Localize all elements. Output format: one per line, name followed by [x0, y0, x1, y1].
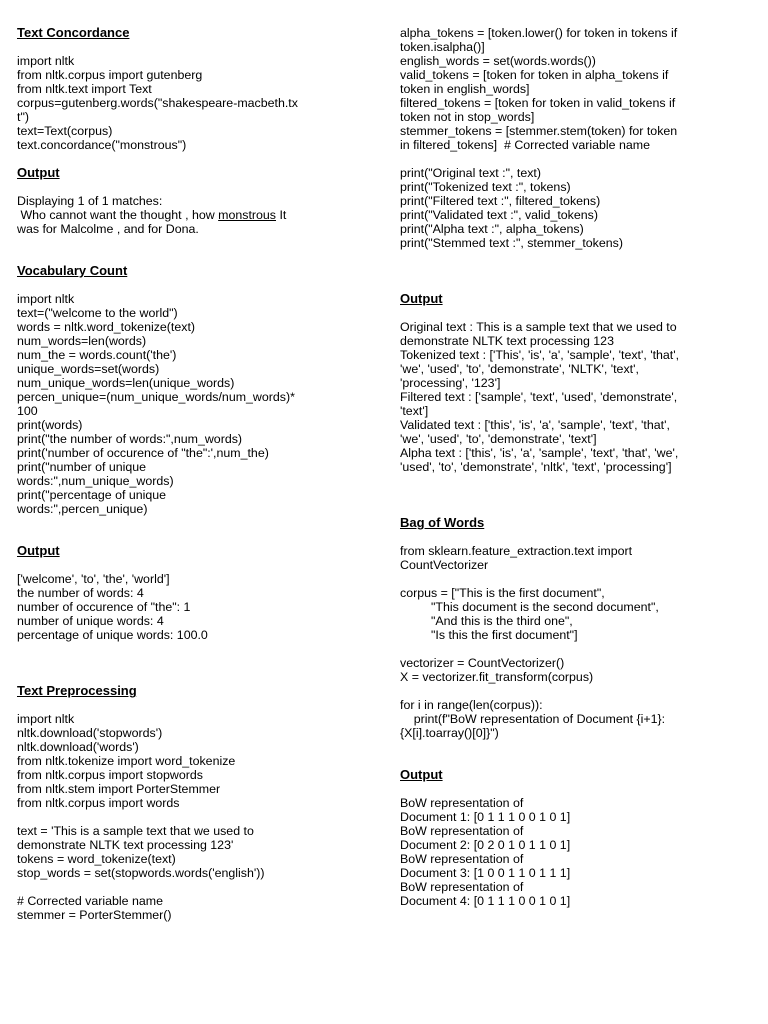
text-line: stop_words = set(stopwords.words('english')) — [17, 866, 265, 880]
text-line: Document 3: [1 0 0 1 1 0 1 1 1] — [400, 866, 571, 880]
text-line: CountVectorizer — [400, 558, 489, 572]
text-line: nltk.download('words') — [17, 740, 139, 754]
text-line: filtered_tokens = [token for token in valid_tokens if — [400, 96, 676, 110]
blank-line — [17, 880, 367, 894]
blank-line — [400, 754, 750, 768]
text-line: import nltk — [17, 292, 75, 306]
section-heading: Output — [17, 543, 60, 558]
text-line: token not in stop_words] — [400, 110, 535, 124]
text-line: num_unique_words=len(unique_words) — [17, 376, 235, 390]
text-line: demonstrate NLTK text processing 123 — [400, 334, 614, 348]
text-line: text.concordance("monstrous") — [17, 138, 187, 152]
text-line: print("Filtered text :", filtered_tokens) — [400, 194, 601, 208]
left-column — [17, 26, 367, 922]
blank-line — [400, 488, 750, 502]
blank-line — [400, 264, 750, 278]
text-line: valid_tokens = [token for token in alpha_tokens if — [400, 68, 669, 82]
text-line: from nltk.corpus import gutenberg — [17, 68, 203, 82]
text-line: Original text : This is a sample text that we used to — [400, 320, 677, 334]
text-line: from nltk.corpus import stopwords — [17, 768, 203, 782]
text-line: Document 2: [0 2 0 1 0 1 1 0 1] — [400, 838, 571, 852]
text-line: for i in range(len(corpus)): — [400, 698, 543, 712]
text-span: Who cannot want the thought , how — [17, 208, 219, 222]
blank-line — [400, 278, 750, 292]
text-line: unique_words=set(words) — [17, 362, 160, 376]
blank-line — [400, 684, 750, 698]
section-heading: Vocabulary Count — [17, 263, 128, 278]
text-line: # Corrected variable name — [17, 894, 164, 908]
text-line: words = nltk.word_tokenize(text) — [17, 320, 196, 334]
text-line: Filtered text : ['sample', 'text', 'used', 'demonstrate', — [400, 390, 678, 404]
text-line: Document 4: [0 1 1 1 0 0 1 0 1] — [400, 894, 571, 908]
text-line: from nltk.stem import PorterStemmer — [17, 782, 221, 796]
text-line: {X[i].toarray()[0]}") — [400, 726, 499, 740]
text-line: print("Tokenized text :", tokens) — [400, 180, 571, 194]
blank-line — [17, 40, 367, 54]
text-line: nltk.download('stopwords') — [17, 726, 163, 740]
blank-line — [400, 530, 750, 544]
text-line: english_words = set(words.words()) — [400, 54, 596, 68]
text-line: Tokenized text : ['This', 'is', 'a', 'sample', 'text', 'that', — [400, 348, 680, 362]
text-line: words:",percen_unique) — [17, 502, 148, 516]
text-line: stemmer_tokens = [stemmer.stem(token) for token — [400, 124, 678, 138]
blank-line — [17, 642, 367, 656]
text-line: 100 — [17, 404, 38, 418]
blank-line — [400, 152, 750, 166]
text-line: 'processing', '123'] — [400, 376, 501, 390]
text-line: in filtered_tokens] # Corrected variable name — [400, 138, 651, 152]
text-line: t") — [17, 110, 29, 124]
blank-line — [17, 530, 367, 544]
text-line: print(words) — [17, 418, 83, 432]
blank-line — [400, 502, 750, 516]
text-line: print('number of occurence of "the":',num_the) — [17, 446, 269, 460]
text-line: text=("welcome to the world") — [17, 306, 178, 320]
text-line: Document 1: [0 1 1 1 0 0 1 0 1] — [400, 810, 571, 824]
text-line: import nltk — [17, 712, 75, 726]
blank-line — [17, 152, 367, 166]
text-line: Validated text : ['this', 'is', 'a', 'sample', 'text', 'that', — [400, 418, 670, 432]
section-heading: Output — [400, 291, 443, 306]
text-line: was for Malcolme , and for Dona. — [17, 222, 199, 236]
text-line: token in english_words] — [400, 82, 530, 96]
blank-line — [17, 558, 367, 572]
right-column — [400, 26, 750, 908]
text-line: from nltk.text import Text — [17, 82, 152, 96]
blank-line — [17, 516, 367, 530]
text-line: demonstrate NLTK text processing 123' — [17, 838, 234, 852]
text-line: number of occurence of "the": 1 — [17, 600, 191, 614]
section-heading: Text Preprocessing — [17, 683, 137, 698]
blank-line — [17, 670, 367, 684]
section-heading: Output — [400, 767, 443, 782]
text-line: BoW representation of — [400, 880, 524, 894]
text-line: "And this is the third one", — [400, 614, 573, 628]
text-line: BoW representation of — [400, 796, 524, 810]
text-line: BoW representation of — [400, 852, 524, 866]
text-line: the number of words: 4 — [17, 586, 144, 600]
blank-line — [17, 698, 367, 712]
text-line: corpus = ["This is the first document", — [400, 586, 605, 600]
blank-line — [400, 572, 750, 586]
text-line: from sklearn.feature_extraction.text import — [400, 544, 633, 558]
text-line: print("percentage of unique — [17, 488, 167, 502]
text-line: print("Original text :", text) — [400, 166, 542, 180]
text-line: from nltk.corpus import words — [17, 796, 180, 810]
blank-line — [400, 782, 750, 796]
text-line: 'we', 'used', 'to', 'demonstrate', 'text'] — [400, 432, 597, 446]
text-line: text = 'This is a sample text that we used to — [17, 824, 254, 838]
text-line: corpus=gutenberg.words("shakespeare-macbeth.tx — [17, 96, 298, 110]
text-line: vectorizer = CountVectorizer() — [400, 656, 565, 670]
text-line: "This document is the second document", — [400, 600, 659, 614]
text-line: num_the = words.count('the') — [17, 348, 177, 362]
text-line: tokens = word_tokenize(text) — [17, 852, 176, 866]
text-line: print("number of unique — [17, 460, 147, 474]
text-line: print("the number of words:",num_words) — [17, 432, 243, 446]
text-line: BoW representation of — [400, 824, 524, 838]
text-line: num_words=len(words) — [17, 334, 147, 348]
blank-line — [17, 180, 367, 194]
underlined-term: monstrous — [218, 208, 276, 222]
blank-line — [400, 642, 750, 656]
section-heading: Text Concordance — [17, 25, 130, 40]
text-line: print("Validated text :", valid_tokens) — [400, 208, 598, 222]
text-line: text=Text(corpus) — [17, 124, 113, 138]
text-line: token.isalpha()] — [400, 40, 485, 54]
text-line: percen_unique=(num_unique_words/num_words)* — [17, 390, 295, 404]
text-line: words:",num_unique_words) — [17, 474, 174, 488]
blank-line — [17, 278, 367, 292]
text-line: print("Alpha text :", alpha_tokens) — [400, 222, 584, 236]
text-span: It — [276, 208, 287, 222]
section-heading: Bag of Words — [400, 515, 485, 530]
blank-line — [17, 250, 367, 264]
text-line: print("Stemmed text :", stemmer_tokens) — [400, 236, 623, 250]
text-line: "Is this the first document"] — [400, 628, 578, 642]
text-line: percentage of unique words: 100.0 — [17, 628, 208, 642]
blank-line — [17, 656, 367, 670]
blank-line — [17, 236, 367, 250]
text-line: import nltk — [17, 54, 75, 68]
text-line: print(f"BoW representation of Document {i+1}: — [400, 712, 666, 726]
text-line — [17, 208, 367, 222]
blank-line — [400, 474, 750, 488]
text-line: stemmer = PorterStemmer() — [17, 908, 172, 922]
blank-line — [17, 810, 367, 824]
text-line: alpha_tokens = [token.lower() for token in tokens if — [400, 26, 678, 40]
blank-line — [400, 306, 750, 320]
section-heading: Output — [17, 165, 60, 180]
text-line: X = vectorizer.fit_transform(corpus) — [400, 670, 594, 684]
text-line: number of unique words: 4 — [17, 614, 164, 628]
text-line: Alpha text : ['this', 'is', 'a', 'sample', 'text', 'that', 'we', — [400, 446, 679, 460]
text-line: 'used', 'to', 'demonstrate', 'nltk', 'text', 'processing'] — [400, 460, 672, 474]
text-line: Displaying 1 of 1 matches: — [17, 194, 163, 208]
blank-line — [400, 250, 750, 264]
text-line: from nltk.tokenize import word_tokenize — [17, 754, 236, 768]
blank-line — [400, 740, 750, 754]
text-line: ['welcome', 'to', 'the', 'world'] — [17, 572, 170, 586]
text-line: 'we', 'used', 'to', 'demonstrate', 'NLTK', 'text', — [400, 362, 639, 376]
text-line: 'text'] — [400, 404, 429, 418]
